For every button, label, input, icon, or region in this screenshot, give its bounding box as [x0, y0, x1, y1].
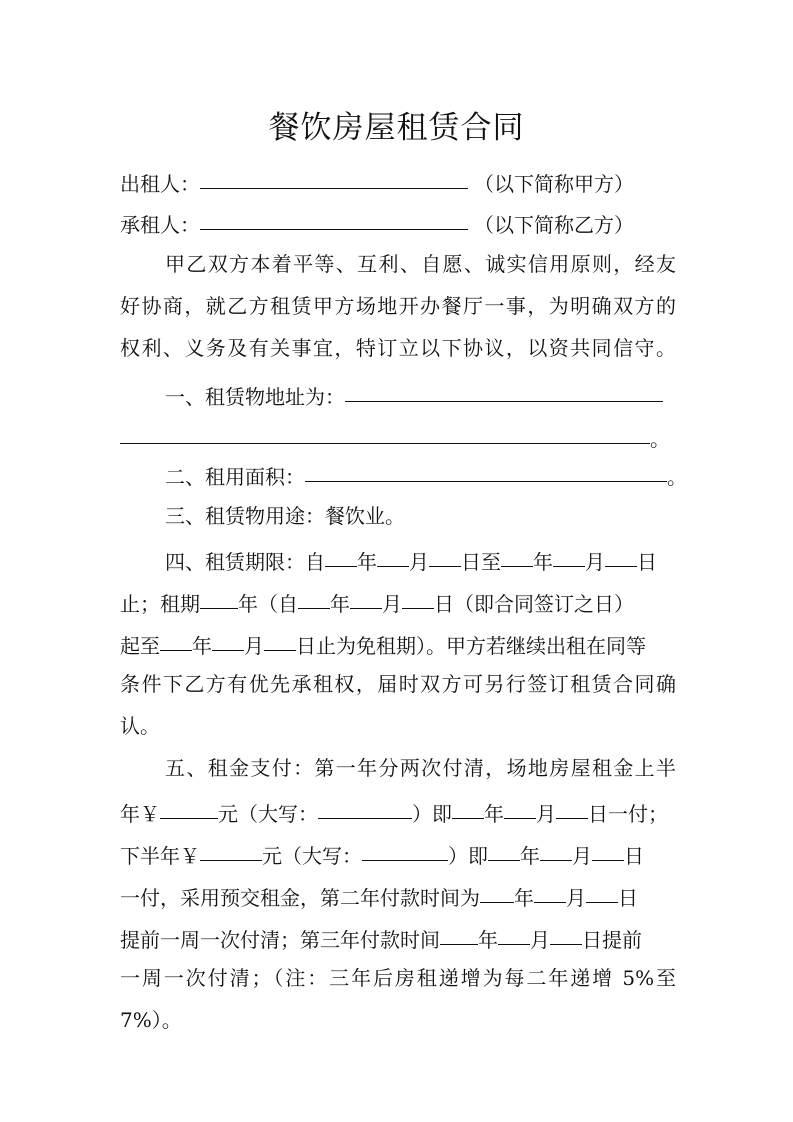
first-half-amount-words-field[interactable] [318, 792, 412, 819]
clause1-line-2 [120, 417, 676, 457]
month-label: 月 [566, 886, 586, 910]
clause5-text: 提前一周一次付清；第三年付款时间 [120, 928, 440, 952]
third-year-pay-year-field[interactable] [440, 918, 478, 945]
clause5-line-5 [120, 918, 676, 958]
clause5-text: 日提前 [582, 928, 642, 952]
second-half-amount-field[interactable] [200, 834, 262, 861]
clause4-text: 年（自 [238, 592, 298, 616]
clause4-text: 日（即合同签订之日） [434, 592, 634, 616]
month-label: 月 [530, 928, 550, 952]
clause4-line-4: 条件下乙方有优先承租权，届时双方可另行签订租赁合同确 [120, 672, 676, 696]
clause1-end: 。 [650, 427, 670, 451]
free-end-month-field[interactable] [212, 624, 244, 651]
day-to-label: 日至 [461, 550, 501, 574]
day-label: 日 [618, 886, 638, 910]
clause5-line-7: 7%）。 [120, 1008, 182, 1032]
lessor-name-field[interactable] [200, 162, 468, 189]
clause5-text: 元（大写： [218, 802, 318, 826]
year-label: 年 [520, 844, 540, 868]
clause5-line-2 [120, 792, 676, 832]
intro-line-3: 权利、义务及有关事宜，特订立以下协议，以资共同信守。 [120, 336, 676, 360]
lessee-suffix: （以下简称乙方） [474, 213, 634, 237]
first-pay-year-field[interactable] [452, 792, 484, 819]
clause1-label: 一、租赁物地址为： [165, 385, 345, 409]
month-label: 月 [382, 592, 402, 616]
second-year-pay-day-field[interactable] [586, 876, 618, 903]
year-label: 年 [478, 928, 498, 952]
month-label: 月 [244, 634, 264, 658]
lessor-label: 出租人： [120, 172, 200, 196]
clause5-text: 年￥ [120, 802, 160, 826]
clause4-line-3 [120, 624, 676, 664]
clause5-text: ）即 [412, 802, 452, 826]
clause3-line: 三、租赁物用途：餐饮业。 [165, 504, 405, 528]
intro-line-2: 好协商，就乙方租赁甲方场地开办餐厅一事，为明确双方的 [120, 294, 676, 318]
start-year-field[interactable] [325, 540, 357, 567]
clause5-text: 一付，采用预交租金，第二年付款时间为 [120, 886, 480, 910]
year-label: 年 [533, 550, 553, 574]
intro-line-1: 甲乙双方本着平等、互利、自愿、诚实信用原则，经友 [165, 252, 676, 276]
year-label: 年 [514, 886, 534, 910]
end-year-field[interactable] [501, 540, 533, 567]
lessee-name-field[interactable] [200, 203, 468, 230]
clause4-text: 日止为免租期）。甲方若继续出租在同等 [296, 634, 646, 658]
day-label: 日 [637, 550, 657, 574]
clause5-line-1: 五、租金支付：第一年分两次付清，场地房屋租金上半 [165, 756, 676, 780]
start-month-field[interactable] [377, 540, 409, 567]
clause4-text: 止；租期 [120, 592, 200, 616]
clause4-line-1 [165, 540, 676, 580]
year-label: 年 [330, 592, 350, 616]
free-end-day-field[interactable] [264, 624, 296, 651]
clause5-text: ）即 [448, 844, 488, 868]
day-label: 日 [624, 844, 644, 868]
year-label: 年 [357, 550, 377, 574]
area-field[interactable] [305, 455, 667, 482]
clause5-text: 下半年￥ [120, 844, 200, 868]
clause2-label: 二、租用面积： [165, 465, 305, 489]
term-years-field[interactable] [200, 582, 238, 609]
second-half-amount-words-field[interactable] [362, 834, 448, 861]
clause2-end: 。 [667, 465, 687, 489]
start-day-field[interactable] [429, 540, 461, 567]
month-label: 月 [409, 550, 429, 574]
year-label: 年 [192, 634, 212, 658]
year-label: 年 [484, 802, 504, 826]
end-day-field[interactable] [605, 540, 637, 567]
second-year-pay-month-field[interactable] [534, 876, 566, 903]
clause4-line-2 [120, 582, 676, 622]
second-pay-day-field[interactable] [592, 834, 624, 861]
month-label: 月 [536, 802, 556, 826]
first-pay-month-field[interactable] [504, 792, 536, 819]
lessor-suffix: （以下简称甲方） [474, 172, 634, 196]
free-start-year-field[interactable] [298, 582, 330, 609]
lessor-line [120, 162, 676, 202]
month-label: 月 [585, 550, 605, 574]
clause4-text: 四、租赁期限：自 [165, 550, 325, 574]
clause4-line-5: 认。 [120, 714, 160, 738]
second-year-pay-year-field[interactable] [480, 876, 514, 903]
address-field-2[interactable] [120, 417, 650, 444]
clause5-text: 元（大写： [262, 844, 362, 868]
month-label: 月 [572, 844, 592, 868]
document-title: 餐饮房屋租赁合同 [268, 110, 525, 146]
third-year-pay-day-field[interactable] [550, 918, 582, 945]
third-year-pay-month-field[interactable] [498, 918, 530, 945]
second-pay-month-field[interactable] [540, 834, 572, 861]
lessee-line [120, 203, 676, 243]
end-month-field[interactable] [553, 540, 585, 567]
lessee-label: 承租人： [120, 213, 200, 237]
clause2-line [165, 455, 687, 495]
free-start-day-field[interactable] [402, 582, 434, 609]
first-half-amount-field[interactable] [160, 792, 218, 819]
clause4-text: 起至 [120, 634, 160, 658]
clause1-line [165, 375, 676, 415]
address-field-1[interactable] [345, 375, 663, 402]
clause5-line-3 [120, 834, 676, 874]
first-pay-day-field[interactable] [556, 792, 588, 819]
clause5-line-6: 一周一次付清；（注：三年后房租递增为每二年递增 5%至 [120, 966, 676, 990]
clause5-text: 日一付； [588, 802, 668, 826]
free-start-month-field[interactable] [350, 582, 382, 609]
clause5-line-4 [120, 876, 676, 916]
second-pay-year-field[interactable] [488, 834, 520, 861]
free-end-year-field[interactable] [160, 624, 192, 651]
